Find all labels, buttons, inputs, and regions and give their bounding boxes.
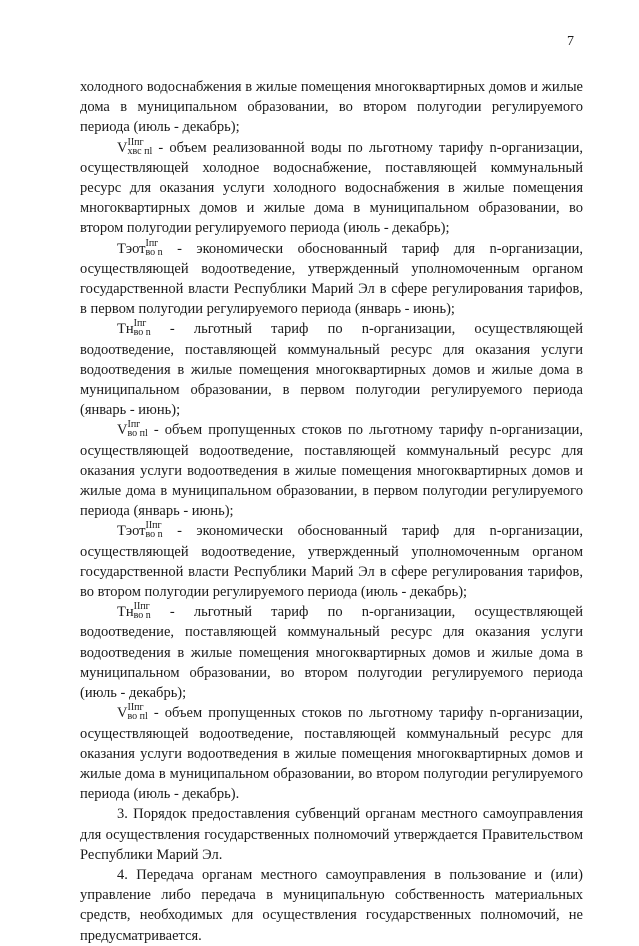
- definition-v-hvs-second-half: [80, 138, 583, 239]
- page-number: 7: [567, 34, 574, 49]
- clause-4: [80, 865, 583, 946]
- formula-symbol: [117, 520, 163, 541]
- symbol-base: Тн: [117, 321, 134, 338]
- symbol-superscript: IIпг: [127, 136, 144, 148]
- paragraph-text: - объем пропущенных стоков по льготному тарифу n-организации, осуществляющей водоотведение, поставляющей коммунальный ресурс для оказания услуги водоотведения в жилые помещения многоквартирных домов и жилые дома в муниципальном образовании, в первом полугодии регулируемого периода (январь - июнь);: [80, 422, 583, 520]
- definition-teot-vo-second-half: [80, 521, 583, 602]
- symbol-subscript: хвс пl: [127, 145, 153, 157]
- formula-symbol: [117, 318, 151, 339]
- symbol-base: V: [117, 422, 128, 439]
- paragraph-text: - льготный тариф по n-организации, осуществляющей водоотведение, поставляющей коммунальный ресурс для оказания услуги водоотведения в жилые помещения многоквартирных домов и жилые дома в муниципальном образовании, в первом полугодии регулируемого периода (январь - июнь);: [80, 321, 583, 419]
- symbol-base: Тэот: [117, 523, 146, 540]
- paragraph-text: 3. Порядок предоставления субвенций органам местного самоуправления для осуществления государственных полномочий утверждается Правительством Республики Марий Эл.: [80, 806, 583, 863]
- symbol-subscript: во пl: [127, 428, 148, 440]
- paragraph-text: - льготный тариф по n-организации, осуществляющей водоотведение, поставляющей коммунальный ресурс для оказания услуги водоотведения в жилые помещения многоквартирных домов и жилые дома в муниципальном образовании, во втором полугодии регулируемого периода (июль - декабрь);: [80, 604, 583, 702]
- paragraph-text: 4. Передача органам местного самоуправления в пользование и (или) управление либо передача в муниципальную собственность материальных средств, необходимых для осуществления государственных полномочий, не предусматривается.: [80, 866, 583, 944]
- formula-symbol: [117, 136, 153, 157]
- symbol-superscript: IIпг: [127, 702, 144, 714]
- formula-symbol: [117, 601, 151, 622]
- symbol-subscript: во n: [145, 246, 163, 258]
- symbol-superscript: Iпг: [127, 419, 141, 431]
- definition-v-vo-first-half: [80, 420, 583, 521]
- formula-symbol: [117, 702, 148, 723]
- definition-tn-vo-first-half: [80, 319, 583, 420]
- paragraph-text: холодного водоснабжения в жилые помещения многоквартирных домов и жилые дома в муниципальном образовании, во втором полугодии регулируемого периода (июль - декабрь);: [80, 79, 583, 136]
- symbol-superscript: IIпг: [133, 601, 150, 613]
- clause-3: [80, 804, 583, 865]
- symbol-subscript: во n: [133, 610, 151, 622]
- symbol-subscript: во пl: [127, 711, 148, 723]
- symbol-superscript: IIпг: [145, 520, 162, 532]
- formula-symbol: [117, 419, 148, 440]
- paragraph-text: - экономически обоснованный тариф для n-организации, осуществляющей водоотведение, утвержденный уполномоченным органом государственной власти Республики Марий Эл в сфере регулирования тарифов, в первом полугодии регулируемого периода (январь - июнь);: [80, 240, 583, 318]
- paragraph-text: - объем пропущенных стоков по льготному тарифу n-организации, осуществляющей водоотведение, поставляющей коммунальный ресурс для оказания услуги водоотведения в жилые помещения многоквартирных домов и жилые дома в муниципальном образовании, во втором полугодии регулируемого периода (июль - декабрь).: [80, 705, 583, 803]
- symbol-superscript: Iпг: [133, 318, 147, 330]
- symbol-base: V: [117, 139, 128, 156]
- symbol-base: Тэот: [117, 240, 146, 257]
- symbol-base: V: [117, 705, 128, 722]
- definition-v-vo-second-half: [80, 703, 583, 804]
- definition-teot-vo-first-half: [80, 239, 583, 320]
- symbol-subscript: во n: [145, 529, 163, 541]
- symbol-subscript: во n: [133, 327, 151, 339]
- document-body: [80, 77, 583, 946]
- paragraph-continuation: [80, 77, 583, 138]
- definition-tn-vo-second-half: [80, 602, 583, 703]
- paragraph-text: - объем реализованной воды по льготному тарифу n-организации, осуществляющей холодное водоснабжение, поставляющей коммунальный ресурс для оказания услуги холодного водоснабжения в жилые помещения многоквартирных домов и жилые дома в муниципальном образовании, во втором полугодии регулируемого периода (июль - декабрь);: [80, 139, 583, 237]
- paragraph-text: - экономически обоснованный тариф для n-организации, осуществляющей водоотведение, утвержденный уполномоченным органом государственной власти Республики Марий Эл в сфере регулирования тарифов, во втором полугодии регулируемого периода (июль - декабрь);: [80, 523, 583, 601]
- symbol-superscript: Iпг: [145, 237, 159, 249]
- formula-symbol: [117, 237, 163, 258]
- symbol-base: Тн: [117, 604, 134, 621]
